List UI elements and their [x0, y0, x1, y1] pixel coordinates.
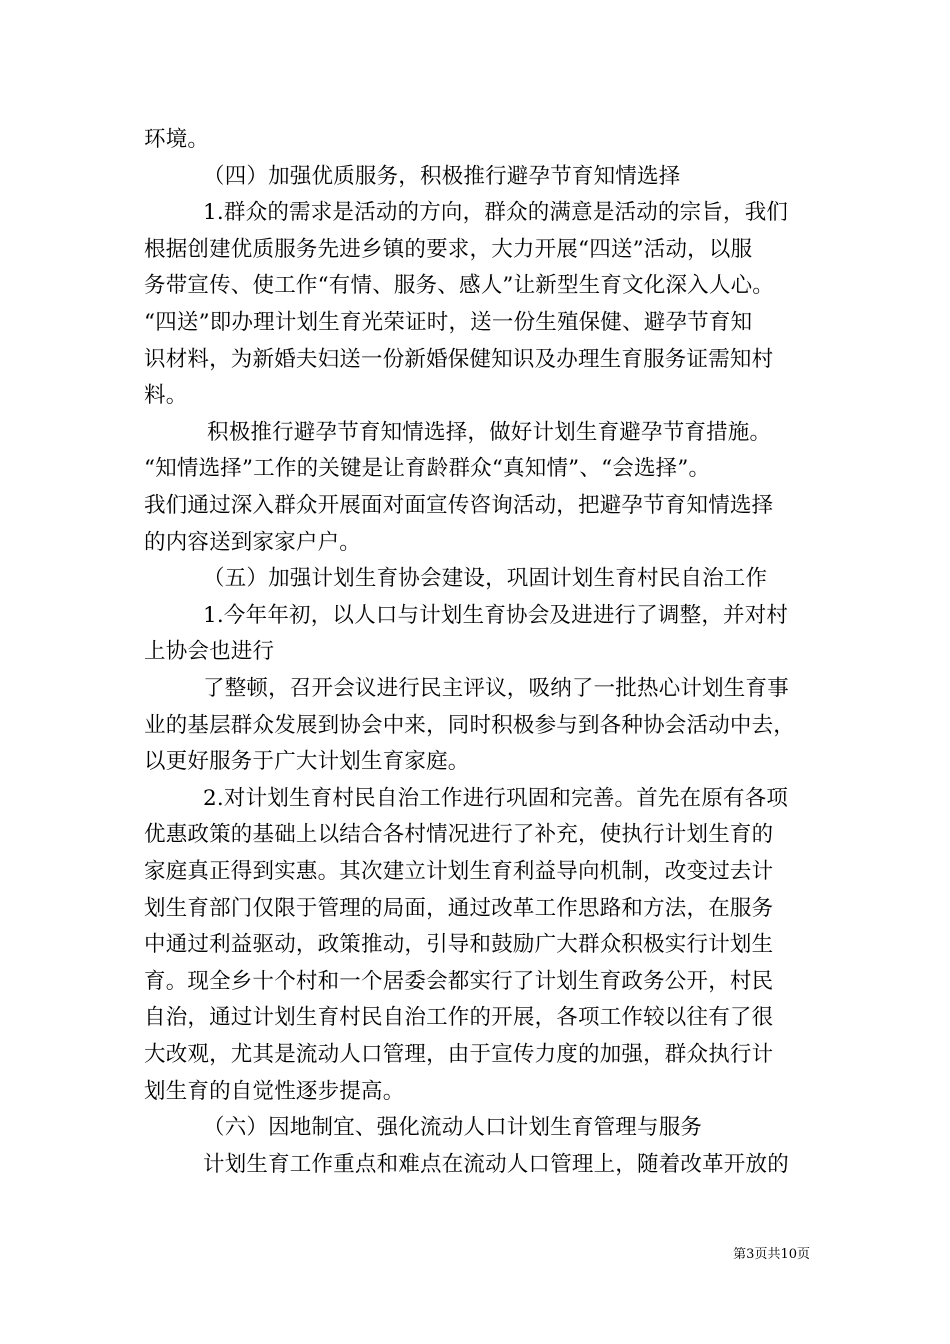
- text-line: 划生育的自觉性逐步提高。: [144, 1079, 405, 1104]
- text-line: 中通过利益驱动，政策推动，引导和鼓励广大群众积极实行计划生: [144, 932, 774, 957]
- text-line: 积极推行避孕节育知情选择，做好计划生育避孕节育措施。: [207, 420, 772, 445]
- text-line: 我们通过深入群众开展面对面宣传咨询活动，把避孕节育知情选择: [144, 493, 774, 518]
- text-line: 划生育部门仅限于管理的局面，通过改革工作思路和方法，在服务: [144, 896, 774, 921]
- text-line: 2.对计划生育村民自治工作进行巩固和完善。首先在原有各项: [203, 786, 789, 811]
- text-line: “知情选择”工作的关键是让育龄群众“真知情”、“会选择”。: [144, 456, 711, 481]
- page-number: 第3页共10页: [733, 1247, 810, 1262]
- text-line: 环境。: [144, 127, 210, 152]
- text-line: 大改观，尤其是流动人口管理，由于宣传力度的加强，群众执行计: [144, 1042, 774, 1067]
- text-line: “四送”即办理计划生育光荣证时，送一份生殖保健、避孕节育知: [144, 310, 753, 335]
- section-heading: （四）加强优质服务，积极推行避孕节育知情选择: [203, 164, 681, 189]
- text-line: 自治，通过计划生育村民自治工作的开展，各项工作较以往有了很: [144, 1005, 774, 1030]
- text-line: 识材料，为新婚夫妇送一份新婚保健知识及办理生育服务证需知村: [144, 347, 774, 372]
- text-line: 根据创建优质服务先进乡镇的要求，大力开展“四送”活动，以服: [144, 237, 753, 262]
- text-line: 的内容送到家家户户。: [144, 530, 362, 555]
- section-heading: （六）因地制宜、强化流动人口计划生育管理与服务: [203, 1115, 703, 1140]
- section-heading: （五）加强计划生育协会建设，巩固计划生育村民自治工作: [203, 566, 768, 591]
- text-line: 1.今年年初，以人口与计划生育协会及进进行了调整，并对村: [203, 603, 789, 628]
- text-line: 1.群众的需求是活动的方向，群众的满意是活动的宗旨，我们: [203, 200, 789, 225]
- text-line: 业的基层群众发展到协会中来，同时积极参与到各种协会活动中去，: [144, 713, 796, 738]
- text-line: 优惠政策的基础上以结合各村情况进行了补充，使执行计划生育的: [144, 822, 774, 847]
- text-line: 上协会也进行: [144, 639, 275, 664]
- text-line: 料。: [144, 383, 188, 408]
- text-line: 了整顿，召开会议进行民主评议，吸纳了一批热心计划生育事: [203, 676, 789, 701]
- text-line: 计划生育工作重点和难点在流动人口管理上，随着改革开放的: [203, 1152, 789, 1177]
- text-line: 家庭真正得到实惠。其次建立计划生育利益导向机制，改变过去计: [144, 859, 774, 884]
- text-line: 务带宣传、使工作“有情、服务、感人”让新型生育文化深入人心。: [144, 273, 774, 298]
- text-line: 育。现全乡十个村和一个居委会都实行了计划生育政务公开，村民: [144, 969, 774, 994]
- text-line: 以更好服务于广大计划生育家庭。: [144, 749, 470, 774]
